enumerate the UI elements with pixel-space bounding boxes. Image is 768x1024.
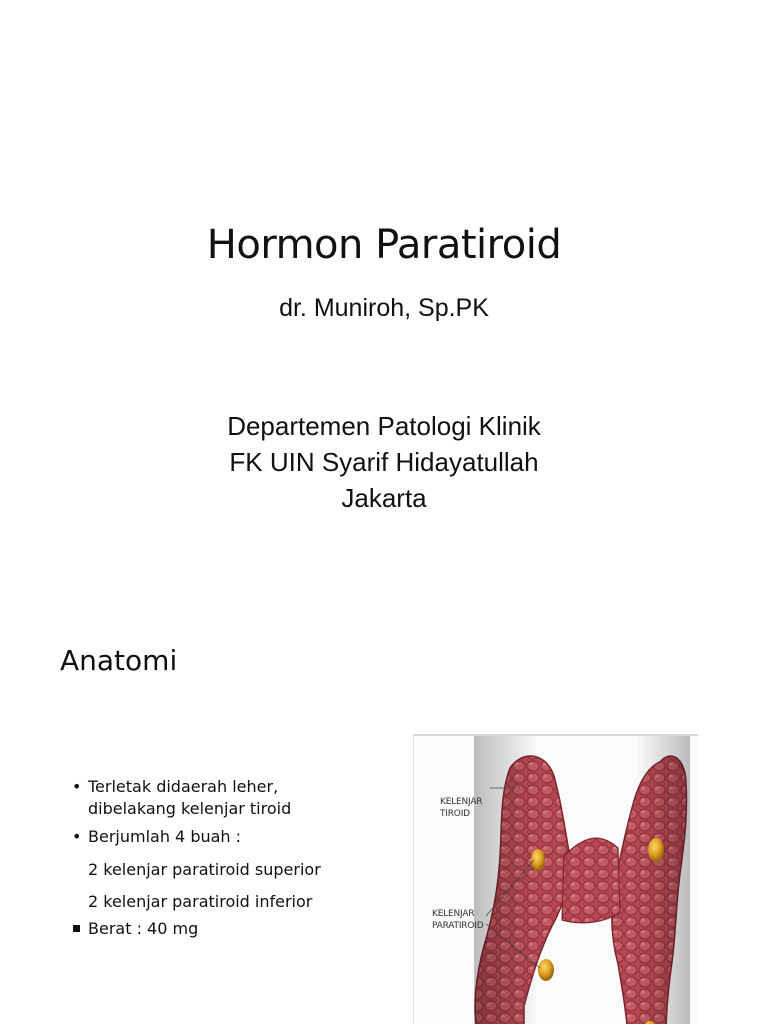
thyroid-drawing: [414, 736, 698, 1024]
bullet-item: [72, 918, 392, 940]
bullet-text: Terletak didaerah leher,: [88, 777, 279, 796]
author-name: dr. Muniroh, Sp.PK: [279, 294, 489, 322]
bullet-text: dibelakang kelenjar tiroid: [88, 799, 292, 818]
sub-item-text: 2 kelenjar paratiroid inferior: [88, 892, 313, 911]
department-line: Departemen Patologi Klinik: [227, 411, 541, 441]
bullet-item: [72, 826, 392, 848]
inferior-parathyroid-left: [538, 959, 554, 981]
slide-heading: Anatomi: [60, 644, 178, 677]
slide-title: Hormon Paratiroid: [206, 222, 562, 268]
bullet-item: [72, 776, 392, 820]
label-thyroid: TIROID: [440, 809, 470, 819]
bullet-dot-icon: [72, 776, 86, 798]
label-thyroid: KELENJAR: [440, 797, 483, 807]
department-block: [0, 408, 768, 516]
sub-item: [72, 886, 392, 918]
label-parathyroid: PARATIROID: [432, 921, 484, 931]
department-line: Jakarta: [341, 483, 427, 513]
bullet-dot-icon: [72, 826, 86, 848]
anatomy-slide: [0, 600, 768, 1024]
sub-item: [72, 854, 392, 886]
thyroid-anatomy-illustration: [413, 734, 698, 1024]
bullet-text: Berat : 40 mg: [88, 919, 199, 938]
bullet-text: Berjumlah 4 buah :: [88, 827, 242, 846]
superior-parathyroid-left: [531, 849, 545, 871]
label-parathyroid: KELENJAR: [432, 909, 475, 919]
department-line: FK UIN Syarif Hidayatullah: [229, 447, 539, 477]
sub-item-text: 2 kelenjar paratiroid superior: [88, 860, 321, 879]
superior-parathyroid-right: [648, 838, 664, 862]
bullet-list: [72, 776, 392, 946]
